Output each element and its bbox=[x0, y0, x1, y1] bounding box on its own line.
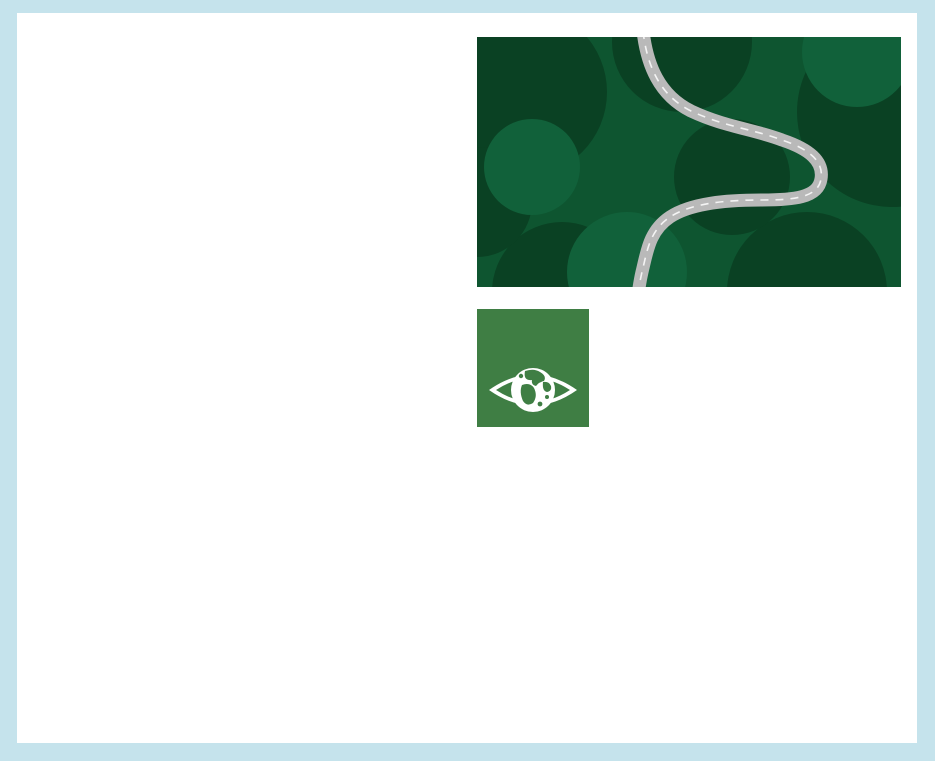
sdg13-climate-action-badge bbox=[477, 309, 589, 427]
main-column bbox=[33, 37, 463, 743]
forest-road-illustration bbox=[477, 37, 901, 287]
aside-column bbox=[477, 37, 901, 743]
case-page-card bbox=[17, 13, 917, 743]
